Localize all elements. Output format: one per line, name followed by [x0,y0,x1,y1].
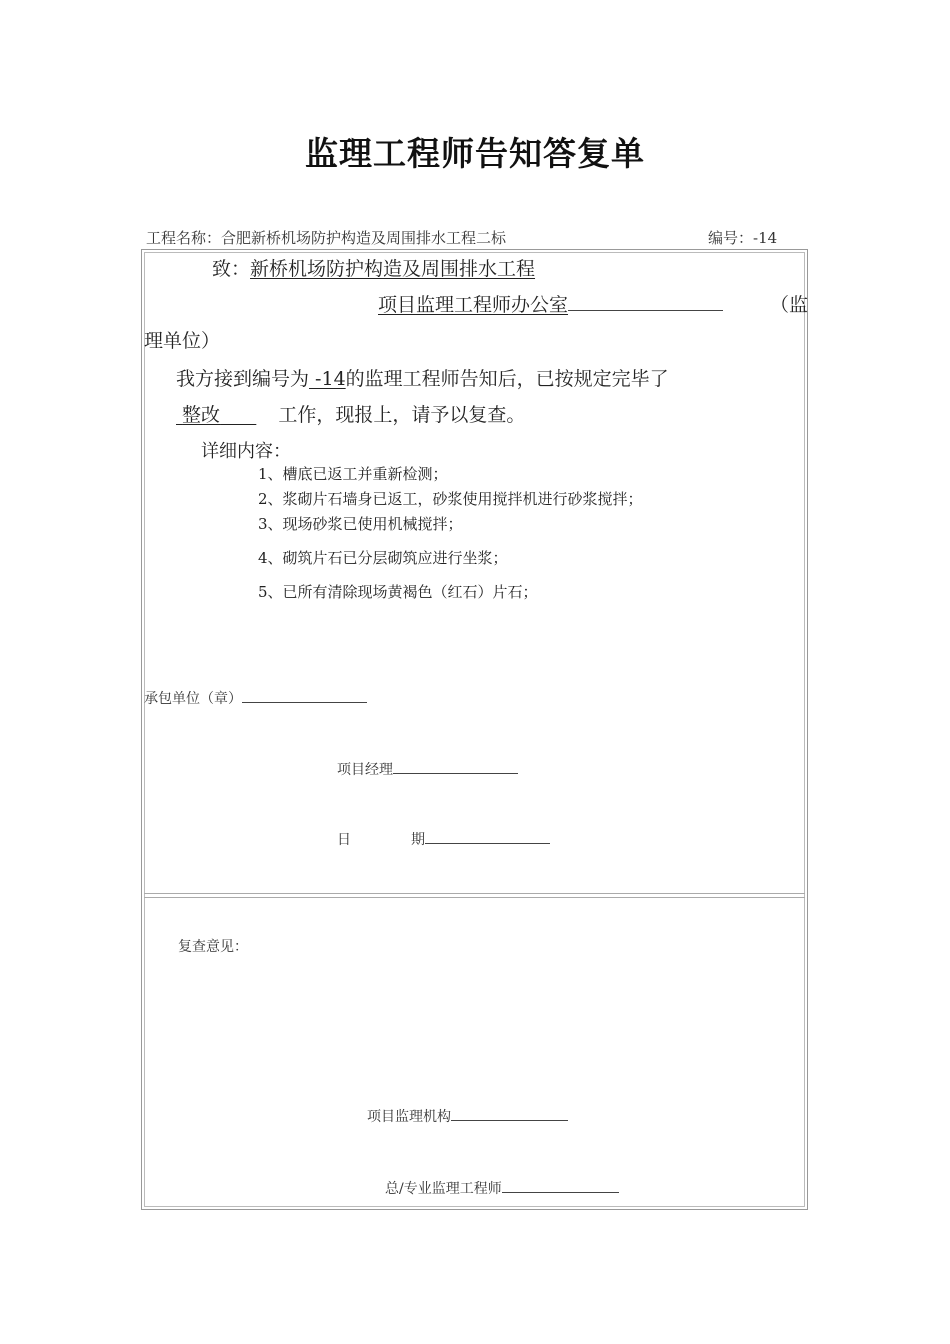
notice-number: -14 [309,368,346,390]
detail-item-4: 4、砌筑片石已分层砌筑应进行坐浆； [258,549,508,567]
detail-item-3: 3、现场砂浆已使用机械搅拌； [258,515,463,533]
recipient-blank-line [568,296,723,311]
addressee-line-1 [212,254,535,281]
date-row [337,829,550,849]
details-label: 详细内容： [201,441,291,462]
body-text-before-number: 我方接到编号为 [176,368,310,390]
addressee-line-2 [378,290,723,317]
document-number-label: 编号： [708,229,754,247]
supervision-agency-label: 项目监理机构 [367,1109,451,1125]
project-name-value: 合肥新桥机场防护构造及周围排水工程二标 [221,229,507,247]
unit-note-part1: （监 [770,294,809,316]
section-divider-bottom [144,897,805,898]
supervising-engineer-row [385,1178,619,1198]
contractor-unit-row [144,688,367,708]
project-name-row [146,227,506,248]
work-item-field [176,404,256,426]
project-name-label: 工程名称： [146,229,222,247]
supervision-agency-line [451,1106,568,1121]
body-text-after-work: 工作，现报上，请予以复查。 [278,404,526,426]
detail-item-1: 1、槽底已返工并重新检测； [258,465,448,483]
detail-item-5: 5、已所有清除现场黄褐色（红石）片石； [258,583,538,601]
body-text-after-number: 的监理工程师告知后，已按规定完毕了 [345,368,669,390]
project-manager-line [393,759,518,774]
project-manager-row [337,759,518,779]
supervision-agency-row [367,1106,568,1126]
work-item: 整改 [182,404,221,426]
date-line [425,829,550,844]
document-number-value: -14 [753,229,778,247]
supervising-engineer-label: 总/专业监理工程师 [385,1181,502,1197]
unit-note-part2: 理单位） [144,330,221,352]
work-item-tail [220,404,256,426]
to-label: 致： [212,258,251,280]
body-statement-line-2 [176,400,525,427]
date-label-day: 日 [337,832,351,848]
body-statement-line-1 [176,364,669,391]
section-divider-top [144,893,805,894]
recipient-office: 项目监理工程师办公室 [378,294,569,316]
review-opinion-label: 复查意见： [178,939,248,955]
detail-item-2: 2、浆砌片石墙身已返工，砂浆使用搅拌机进行砂浆搅拌； [258,490,643,508]
contractor-unit-line [242,688,367,703]
project-manager-label: 项目经理 [337,762,393,778]
document-number-row [708,227,777,248]
recipient-project: 新桥机场防护构造及周围排水工程 [250,258,536,280]
contractor-unit-label: 承包单位（章） [144,691,242,707]
form-frame-inner [144,252,805,1207]
document-title: 监理工程师告知答复单 [305,134,645,173]
supervising-engineer-line [502,1178,619,1193]
date-label-period: 期 [411,832,425,848]
